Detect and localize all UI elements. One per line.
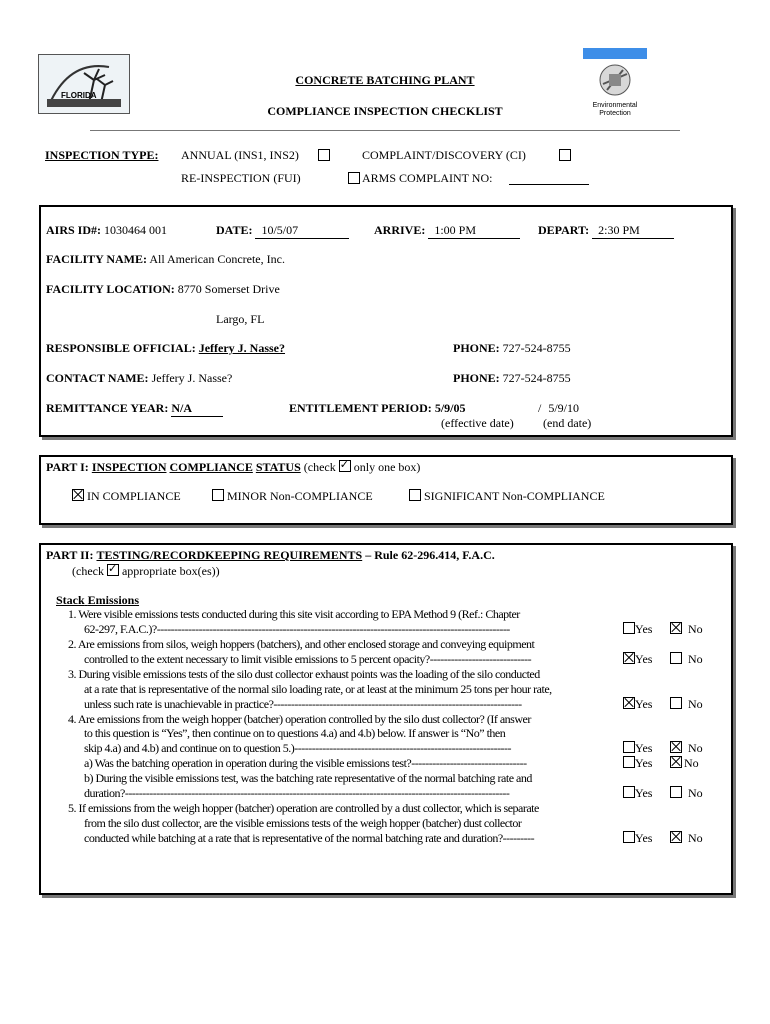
q3-line3: unless such rate is unachievable in practice?-----------------------------------------------------------------------: [84, 697, 522, 711]
q3-line2: at a rate that is representative of the normal silo loading rate, or at least at the minimum 25 tons per hour rate,: [84, 682, 552, 696]
q2-no: [670, 652, 703, 667]
part2-title: [46, 548, 495, 563]
q3-yes-label: Yes: [635, 697, 653, 711]
option-reinspection-label: RE-INSPECTION (FUI): [181, 171, 301, 185]
in-compliance-option: [72, 489, 181, 504]
facility-location-line2: Largo, FL: [216, 312, 265, 326]
q1-no: [670, 622, 703, 637]
significant-noncompliance-checkbox[interactable]: [409, 489, 421, 501]
reinspection-checkbox[interactable]: [348, 172, 360, 184]
entitlement-separator: /: [538, 401, 542, 415]
responsible-official: [46, 341, 285, 356]
section-word-2: Emissions: [87, 593, 140, 607]
part2-prefix: PART II:: [46, 548, 94, 562]
facility-name-value: All American Concrete, Inc.: [149, 252, 285, 266]
q4a-yes-checkbox[interactable]: [623, 756, 635, 768]
q5-yes-label: Yes: [635, 831, 653, 845]
q5-line2: from the silo dust collector, are the visible emissions tests of the weigh hopper (batcher) dust collector: [84, 816, 522, 830]
q4a-line: a) Was the batching operation in operation during the visible emissions test?---------------------------------: [84, 756, 527, 770]
q4-line3: skip 4.a) and 4.b) and continue on to question 5.)--------------------------------------------------------------: [84, 741, 512, 755]
logo-caption: Environmental Protection: [592, 102, 638, 117]
entitlement-start: 5/9/05: [434, 401, 466, 415]
official-phone: [453, 341, 571, 356]
in-compliance-checkbox[interactable]: [72, 489, 84, 501]
q4a-no-checkbox[interactable]: [670, 756, 682, 768]
facility-name: [46, 252, 285, 267]
q4a-yes: [623, 756, 652, 771]
q4b-no: [670, 786, 703, 801]
q4-no: [670, 741, 703, 756]
check-mark-icon: [107, 564, 119, 576]
facility-location: [46, 282, 280, 297]
official-phone-value: 727-524-8755: [502, 341, 571, 355]
q3-no-checkbox[interactable]: [670, 697, 682, 709]
q1-line2: 62-297, F.A.C.)?-----------------------------------------------------------------------------------------------------: [84, 622, 510, 636]
responsible-official-value: Jeffery J. Nasse?: [198, 341, 286, 355]
q2-line1: 2. Are emissions from silos, weigh hoppers (batchers), and other enclosed storage and conveying equipment: [68, 637, 535, 651]
section-word-1: Stack: [56, 593, 85, 607]
q4b-yes: [623, 786, 652, 801]
q4b-yes-checkbox[interactable]: [623, 786, 635, 798]
arrive-value[interactable]: 1:00 PM: [428, 223, 520, 239]
date-value[interactable]: 10/5/07: [255, 223, 349, 239]
q2-no-checkbox[interactable]: [670, 652, 682, 664]
page-title: CONCRETE BATCHING PLANT: [295, 73, 475, 87]
q1-line1: 1. Were visible emissions tests conducted during this site visit according to EPA Method 9 (Ref.: Chapter: [68, 607, 520, 621]
part1-title-u3: STATUS: [255, 460, 301, 474]
option-reinspection: [181, 171, 301, 186]
facility-name-label: FACILITY NAME:: [46, 252, 147, 266]
q5-no: [670, 831, 703, 846]
q4b-line2: duration?--------------------------------------------------------------------------------------------------------------: [84, 786, 510, 800]
airs-id: [46, 223, 167, 238]
q1-yes: [623, 622, 652, 637]
part1-prefix: PART I:: [46, 460, 89, 474]
q1-yes-label: Yes: [635, 622, 653, 636]
q3-yes-checkbox[interactable]: [623, 697, 635, 709]
q1-no-checkbox[interactable]: [670, 622, 682, 634]
arrive-field: [374, 223, 520, 239]
part1-title: [46, 460, 420, 475]
entitlement-end: 5/9/10: [548, 401, 580, 415]
q4-no-label: No: [688, 741, 703, 755]
part1-title-u2: COMPLIANCE: [169, 460, 253, 474]
entitlement-period: [289, 401, 465, 416]
contact-name-label: CONTACT NAME:: [46, 371, 149, 385]
contact-phone-value: 727-524-8755: [502, 371, 571, 385]
responsible-official-label: RESPONSIBLE OFFICIAL:: [46, 341, 196, 355]
date-field: [216, 223, 349, 239]
q4-line2: to this question is “Yes”, then continue on to questions 4.a) and 4.b) below. If answer is “No” then: [84, 726, 506, 740]
arrive-label: ARRIVE:: [374, 223, 426, 237]
arms-complaint-field[interactable]: [509, 171, 589, 185]
significant-noncompliance-label: SIGNIFICANT Non-COMPLIANCE: [424, 489, 605, 503]
q5-line3: conducted while batching at a rate that is representative of the normal batching rate and duration?---------: [84, 831, 535, 845]
minor-noncompliance-option: [212, 489, 373, 504]
option-annual-label: ANNUAL (INS1, INS2): [181, 148, 299, 162]
effective-date-caption: (effective date): [441, 416, 514, 430]
part2-rule: – Rule 62-296.414, F.A.C.: [365, 548, 495, 562]
entitlement-label: ENTITLEMENT PERIOD:: [289, 401, 432, 415]
q4-yes-label: Yes: [635, 741, 653, 755]
q1-no-label: No: [688, 622, 703, 636]
q2-yes-label: Yes: [635, 652, 653, 666]
phone-label: PHONE:: [453, 341, 500, 355]
option-complaint-discovery: [362, 148, 526, 163]
q4b-line1: b) During the visible emissions test, was the batching rate representative of the normal batching rate and: [84, 771, 532, 785]
remittance-year: [46, 401, 223, 417]
logo-text: FLORIDA: [61, 91, 97, 100]
blue-bar: [583, 48, 647, 59]
q4a-no-label: No: [684, 756, 699, 770]
depart-value[interactable]: 2:30 PM: [592, 223, 674, 239]
minor-noncompliance-checkbox[interactable]: [212, 489, 224, 501]
remittance-year-label: REMITTANCE YEAR:: [46, 401, 169, 415]
q4-line1: 4. Are emissions from the weigh hopper (batcher) operation controlled by the silo dust collector? (If answer: [68, 712, 531, 726]
q2-yes-checkbox[interactable]: [623, 652, 635, 664]
q4-yes: [623, 741, 652, 756]
header-divider: [90, 130, 680, 131]
part1-check-post: only one box): [353, 460, 421, 474]
q3-no: [670, 697, 703, 712]
airs-id-value: 1030464 001: [104, 223, 168, 237]
q1-yes-checkbox[interactable]: [623, 622, 635, 634]
q5-line1: 5. If emissions from the weigh hopper (batcher) operation are controlled by a dust collector, which is separate: [68, 801, 539, 815]
option-annual: [181, 148, 299, 163]
q5-no-checkbox[interactable]: [670, 831, 682, 843]
option-complaint-label: COMPLAINT/DISCOVERY (CI): [362, 148, 526, 162]
q2-no-label: No: [688, 652, 703, 666]
inspection-type-label: INSPECTION TYPE:: [45, 148, 159, 162]
q4a-no: [670, 756, 699, 771]
phone-label-2: PHONE:: [453, 371, 500, 385]
remittance-year-value[interactable]: N/A: [171, 401, 223, 417]
part1-check-pre: (check: [303, 460, 336, 474]
facility-location-line1: 8770 Somerset Drive: [177, 282, 280, 296]
q4-yes-checkbox[interactable]: [623, 741, 635, 753]
facility-location-label: FACILITY LOCATION:: [46, 282, 175, 296]
minor-noncompliance-label: MINOR Non-COMPLIANCE: [227, 489, 373, 503]
q4-no-checkbox[interactable]: [670, 741, 682, 753]
section-stack-emissions: [56, 593, 139, 608]
q2-line2: controlled to the extent necessary to limit visible emissions to 5 percent opacity?-----------------------------: [84, 652, 532, 666]
significant-noncompliance-option: [409, 489, 605, 504]
end-date-caption: (end date): [543, 416, 592, 430]
arms-complaint-label: ARMS COMPLAINT NO:: [362, 171, 493, 185]
q2-yes: [623, 652, 652, 667]
q3-no-label: No: [688, 697, 703, 711]
part2-check-instruction: [72, 564, 220, 579]
q5-yes-checkbox[interactable]: [623, 831, 635, 843]
q4b-yes-label: Yes: [635, 786, 653, 800]
q3-line1: 3. During visible emissions tests of the silo dust collector exhaust points was the loading of the silo conducted: [68, 667, 540, 681]
q3-yes: [623, 697, 652, 712]
contact-name-value: Jeffery J. Nasse?: [151, 371, 233, 385]
depart-field: [538, 223, 674, 239]
check-mark-icon: [339, 460, 351, 472]
depart-label: DEPART:: [538, 223, 590, 237]
in-compliance-label: IN COMPLIANCE: [87, 489, 181, 503]
complaint-checkbox[interactable]: [559, 149, 571, 161]
q4b-no-label: No: [688, 786, 703, 800]
part1-title-u1: INSPECTION: [91, 460, 167, 474]
part2-check-pre: (check: [72, 564, 104, 578]
q4a-yes-label: Yes: [635, 756, 653, 770]
q4b-no-checkbox[interactable]: [670, 786, 682, 798]
part2-title-main: TESTING/RECORDKEEPING REQUIREMENTS: [96, 548, 363, 562]
page-subtitle: COMPLIANCE INSPECTION CHECKLIST: [267, 104, 503, 118]
q5-yes: [623, 831, 652, 846]
q5-no-label: No: [688, 831, 703, 845]
contact-phone: [453, 371, 571, 386]
annual-checkbox[interactable]: [318, 149, 330, 161]
entitlement-end-group: [538, 401, 579, 416]
airs-id-label: AIRS ID#:: [46, 223, 102, 237]
contact-name: [46, 371, 232, 386]
part2-check-post: appropriate box(es)): [121, 564, 220, 578]
date-label: DATE:: [216, 223, 253, 237]
